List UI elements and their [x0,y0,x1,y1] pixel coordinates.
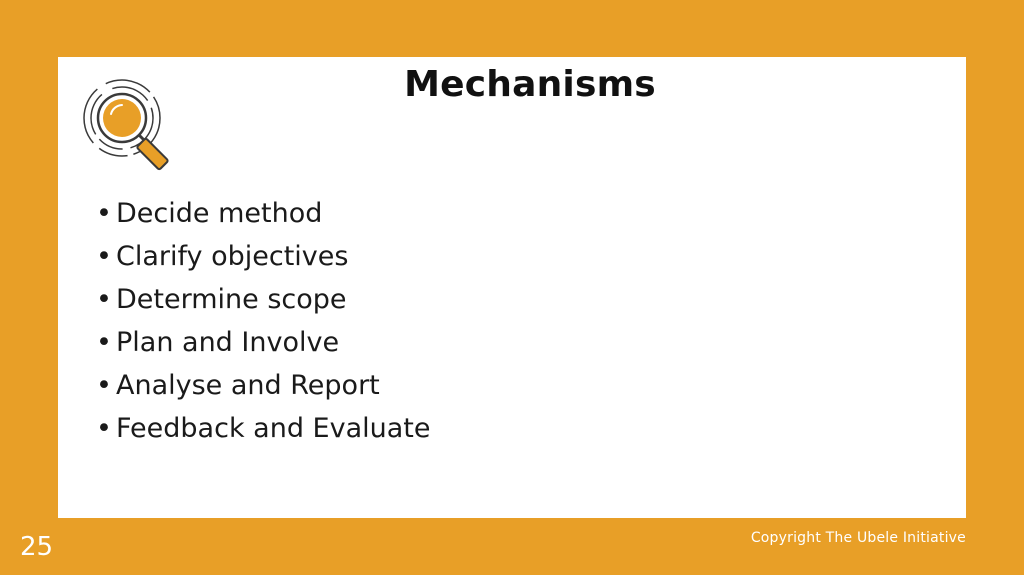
bullet-glyph: • [96,413,112,444]
slide-title: Mechanisms [404,64,656,105]
bullet-text: Determine scope [116,284,347,315]
bullet-item [96,407,430,450]
bullet-item [96,235,430,278]
bullet-item [96,321,430,364]
bullet-text: Decide method [116,198,323,229]
bullet-item [96,192,430,235]
bullet-list [96,192,430,450]
copyright-text: Copyright The Ubele Initiative [750,530,966,546]
bullet-glyph: • [96,327,112,358]
bullet-glyph: • [96,241,112,272]
bullet-item [96,278,430,321]
bullet-text: Plan and Involve [116,327,340,358]
bullet-glyph: • [96,370,112,401]
page-number: 25 [20,532,54,562]
bullet-text: Analyse and Report [116,370,380,401]
bullet-glyph: • [96,198,112,229]
bullet-item [96,364,430,407]
bullet-glyph: • [96,284,112,315]
bullet-text: Clarify objectives [116,241,349,272]
bullet-text: Feedback and Evaluate [116,413,431,444]
